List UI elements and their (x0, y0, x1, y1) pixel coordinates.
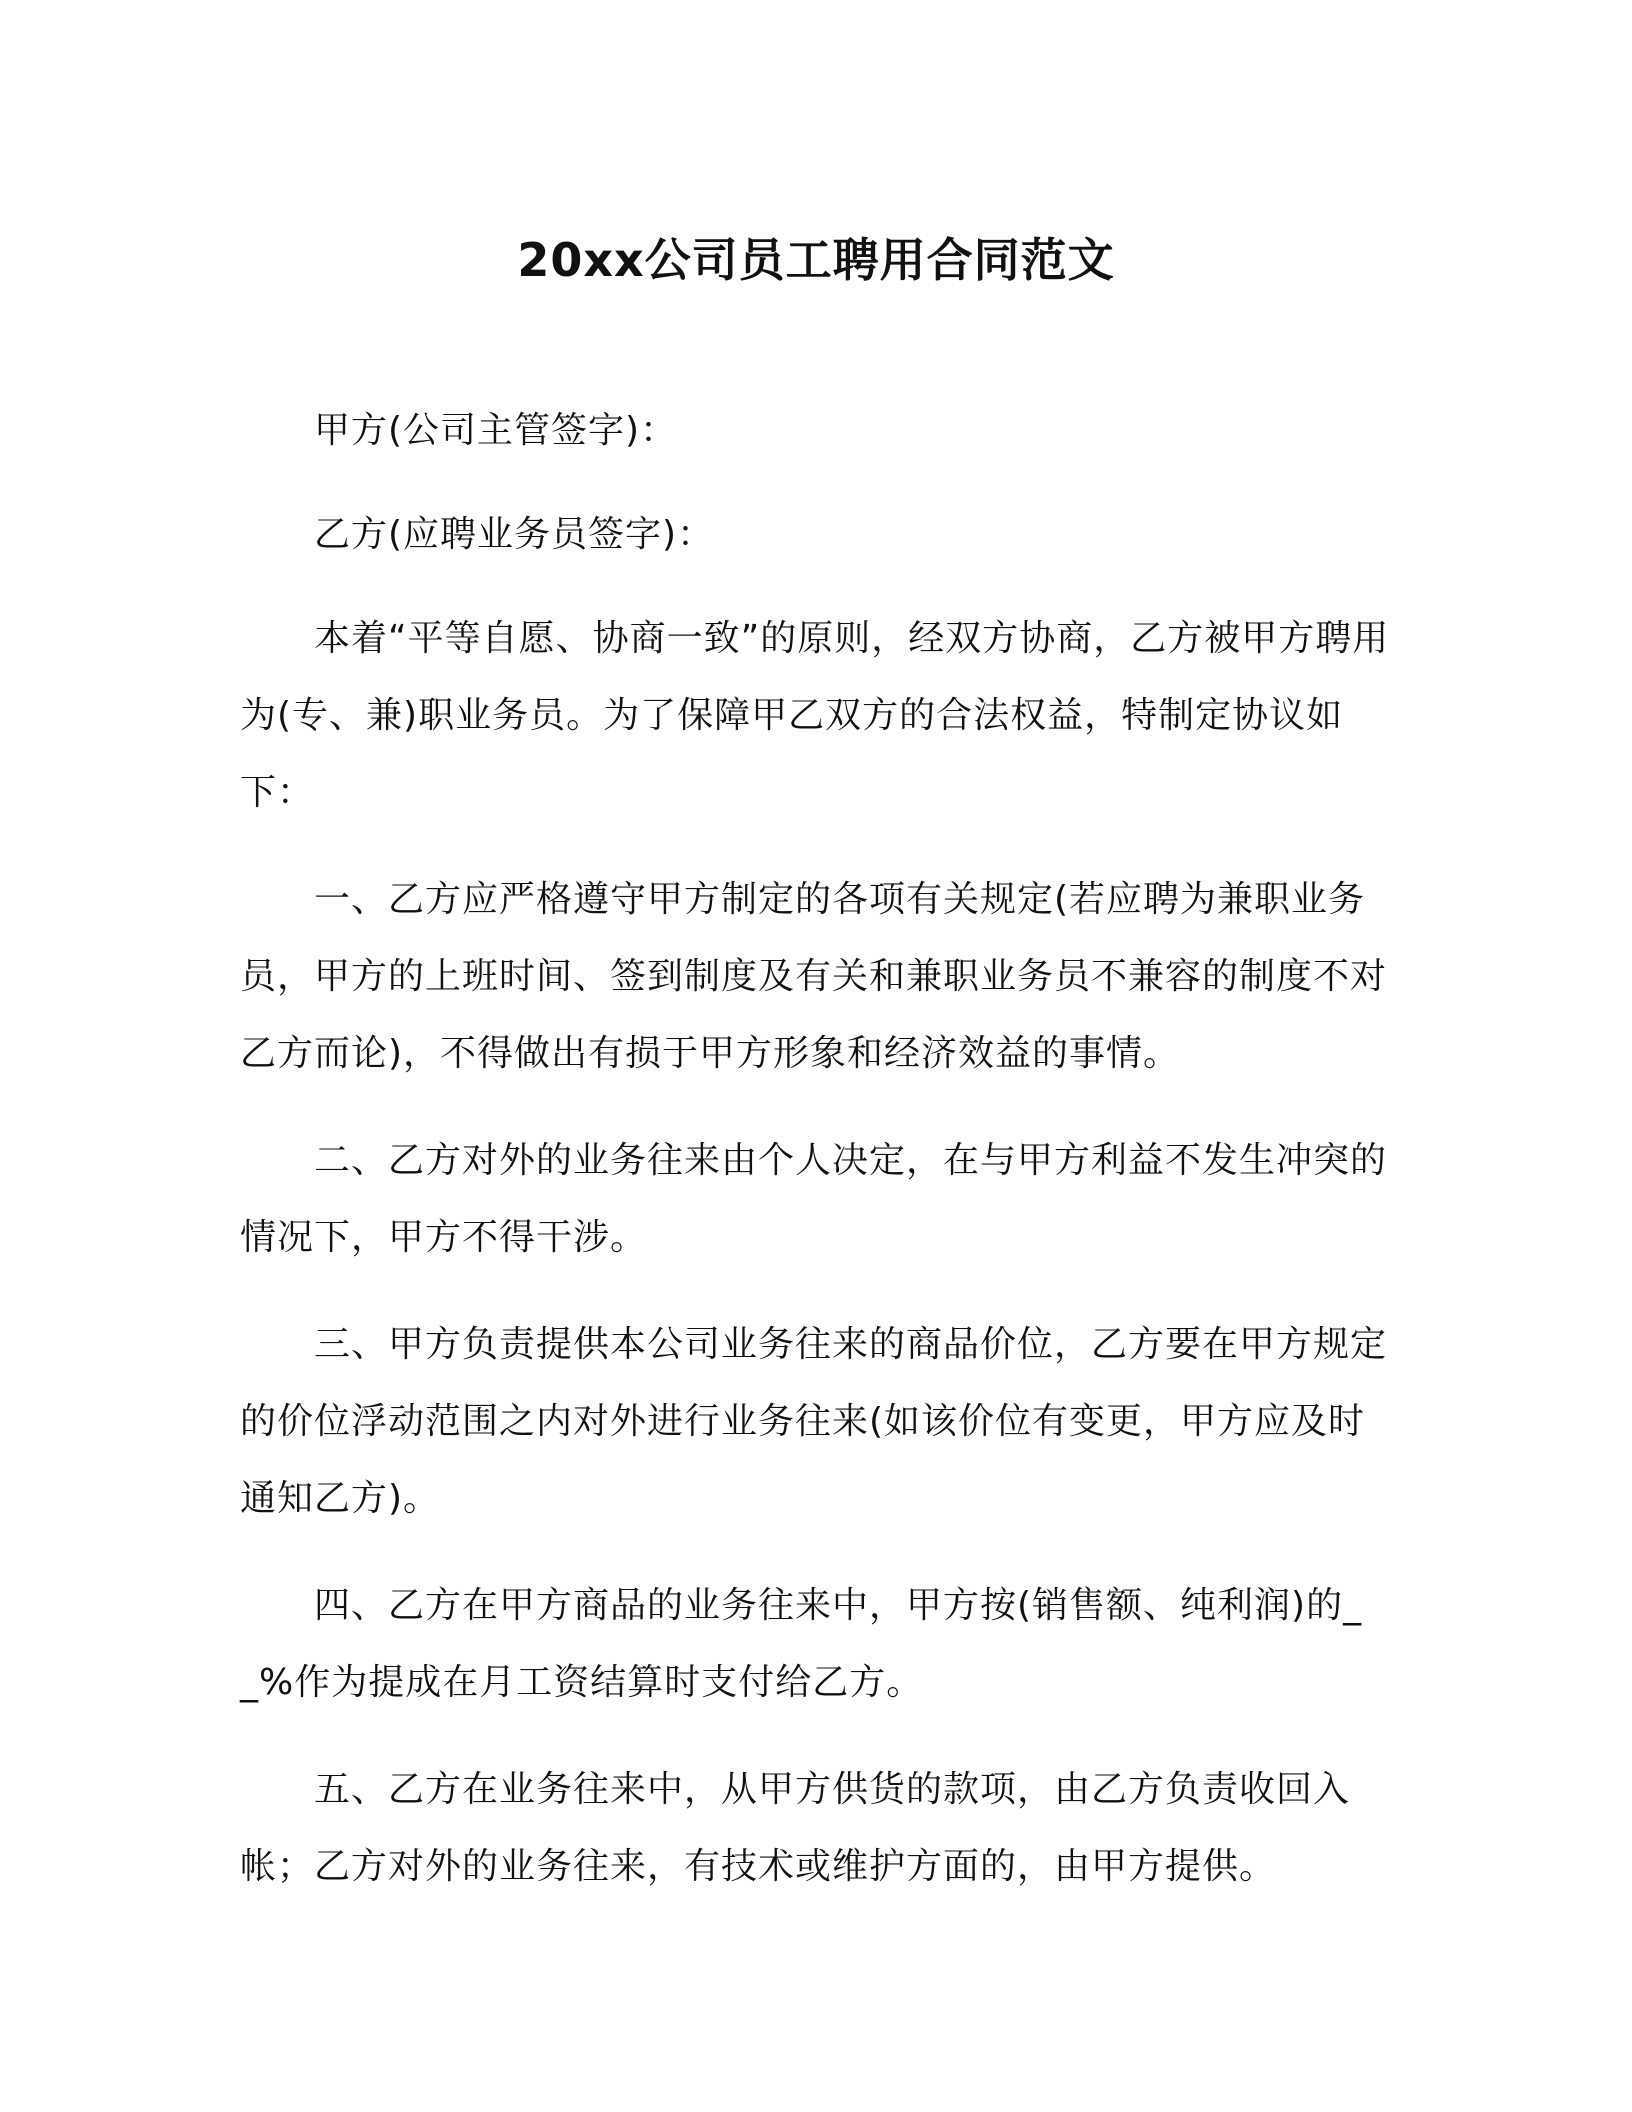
preamble-paragraph: 本着“平等自愿、协商一致”的原则，经双方协商，乙方被甲方聘用为(专、兼)职业务员。为了保障甲乙双方的合法权益，特制定协议如下： (240, 618, 1390, 813)
clause-5-paragraph: 五、乙方在业务往来中，从甲方供货的款项，由乙方负责收回入帐；乙方对外的业务往来，有技术或维护方面的，由甲方提供。 (240, 1769, 1351, 1887)
party-a-signature-line: 甲方(公司主管签字)： (314, 410, 678, 451)
clause-1-paragraph: 一、乙方应严格遵守甲方制定的各项有关规定(若应聘为兼职业务员，甲方的上班时间、签到制度及有关和兼职业务员不兼容的制度不对乙方而论)，不得做出有损于甲方形象和经济效益的事情。 (240, 879, 1388, 1074)
clause-2-paragraph: 二、乙方对外的业务往来由个人决定，在与甲方利益不发生冲突的情况下，甲方不得干涉。 (240, 1140, 1388, 1258)
party-b-signature-line: 乙方(应聘业务员签字)： (314, 514, 715, 555)
document-title: 20xx公司员工聘用合同范文 (517, 233, 1115, 287)
clause-3-paragraph: 三、甲方负责提供本公司业务往来的商品价位，乙方要在甲方规定的价位浮动范围之内对外进行业务往来(如该价位有变更，甲方应及时通知乙方)。 (240, 1324, 1388, 1519)
clause-4-paragraph: 四、乙方在甲方商品的业务往来中，甲方按(销售额、纯利润)的__%作为提成在月工资结算时支付给乙方。 (240, 1585, 1363, 1703)
document-body (240, 392, 1392, 1905)
